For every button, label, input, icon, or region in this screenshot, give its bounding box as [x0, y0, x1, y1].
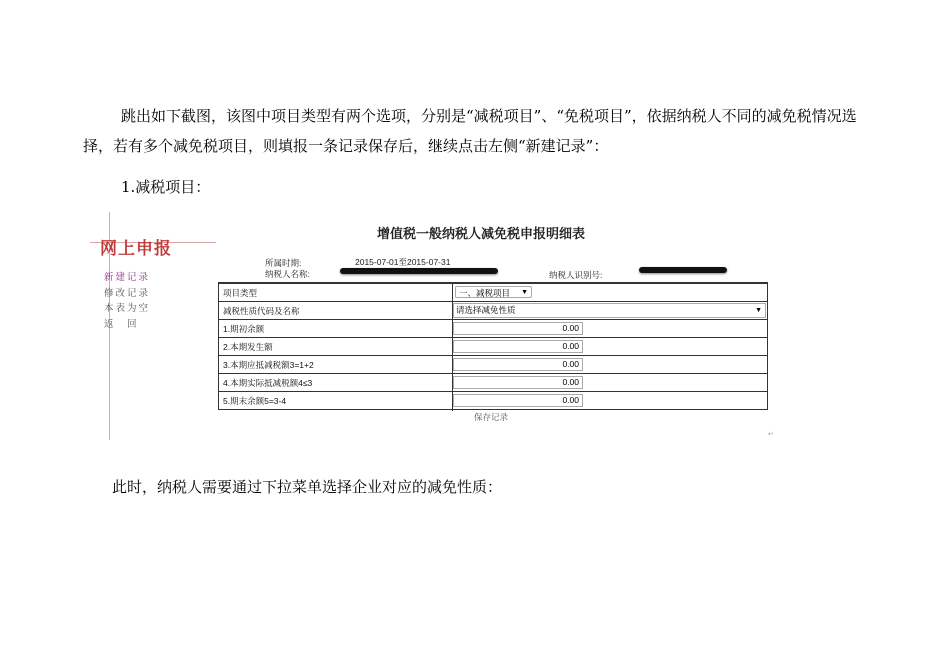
- actual-deduction-input[interactable]: 0.00: [453, 376, 583, 389]
- row-label: 3.本期应抵减税额3=1+2: [223, 360, 314, 370]
- payable-deduction-input[interactable]: 0.00: [453, 358, 583, 371]
- table-row: [219, 283, 767, 301]
- form-title: 增值税一般纳税人减免税申报明细表: [377, 226, 586, 241]
- table-row: [219, 391, 767, 409]
- reduction-nature-value: 请选择减免性质: [456, 305, 516, 315]
- instruction-paragraph: 跳出如下截图，该图中项目类型有两个选项，分别是“减税项目”、“免税项目”，依据纳税人不同的减免税情况选择，若有多个减免税项目，则填报一条记录保存后，继续点击左侧“新建记录”：: [83, 107, 857, 155]
- save-record-button[interactable]: 保存记录: [474, 412, 509, 422]
- menu-item-empty-form[interactable]: 本表为空: [104, 303, 151, 314]
- redacted-taxpayer-id: [639, 267, 727, 273]
- side-menu: [104, 270, 150, 332]
- menu-item-edit-record[interactable]: 修改记录: [104, 287, 151, 299]
- redacted-taxpayer-name: [340, 268, 498, 274]
- row-label: 2.本期发生额: [223, 342, 273, 352]
- chevron-down-icon: ▼: [755, 307, 762, 314]
- table-row: [219, 301, 767, 319]
- row-label: 1.期初余额: [223, 324, 265, 334]
- table-row: [219, 355, 767, 373]
- table-row: [219, 319, 767, 337]
- embedded-screenshot: [82, 212, 776, 440]
- section-heading: 1.减税项目：: [121, 178, 211, 196]
- table-row: [219, 373, 767, 391]
- logo: 网上申报: [100, 239, 172, 259]
- declaration-table: [218, 282, 768, 410]
- menu-item-new-record[interactable]: 新建记录: [104, 272, 151, 283]
- project-type-value: 一、减税项目: [459, 288, 511, 298]
- opening-balance-input[interactable]: 0.00: [453, 322, 583, 335]
- menu-item-back[interactable]: 返 回: [104, 318, 139, 330]
- closing-paragraph: 此时，纳税人需要通过下拉菜单选择企业对应的减免性质：: [112, 478, 503, 496]
- period-value: 2015-07-01至2015-07-31: [355, 257, 451, 267]
- current-amount-input[interactable]: 0.00: [453, 340, 583, 353]
- project-type-select[interactable]: [455, 286, 532, 298]
- chevron-down-icon: ▼: [521, 289, 528, 296]
- reduction-nature-select[interactable]: [453, 303, 766, 318]
- row-label: 减税性质代码及名称: [223, 306, 300, 316]
- row-label: 项目类型: [223, 288, 258, 298]
- row-label: 5.期末余额5=3-4: [223, 396, 287, 406]
- taxpayer-name-label: 纳税人名称:: [265, 269, 310, 279]
- return-mark: ↵: [768, 431, 774, 438]
- period-label: 所属时期:: [265, 258, 302, 268]
- table-row: [219, 337, 767, 355]
- taxpayer-id-label: 纳税人识别号:: [549, 270, 603, 280]
- row-label: 4.本期实际抵减税额4≤3: [223, 378, 313, 388]
- closing-balance-input[interactable]: 0.00: [453, 394, 583, 407]
